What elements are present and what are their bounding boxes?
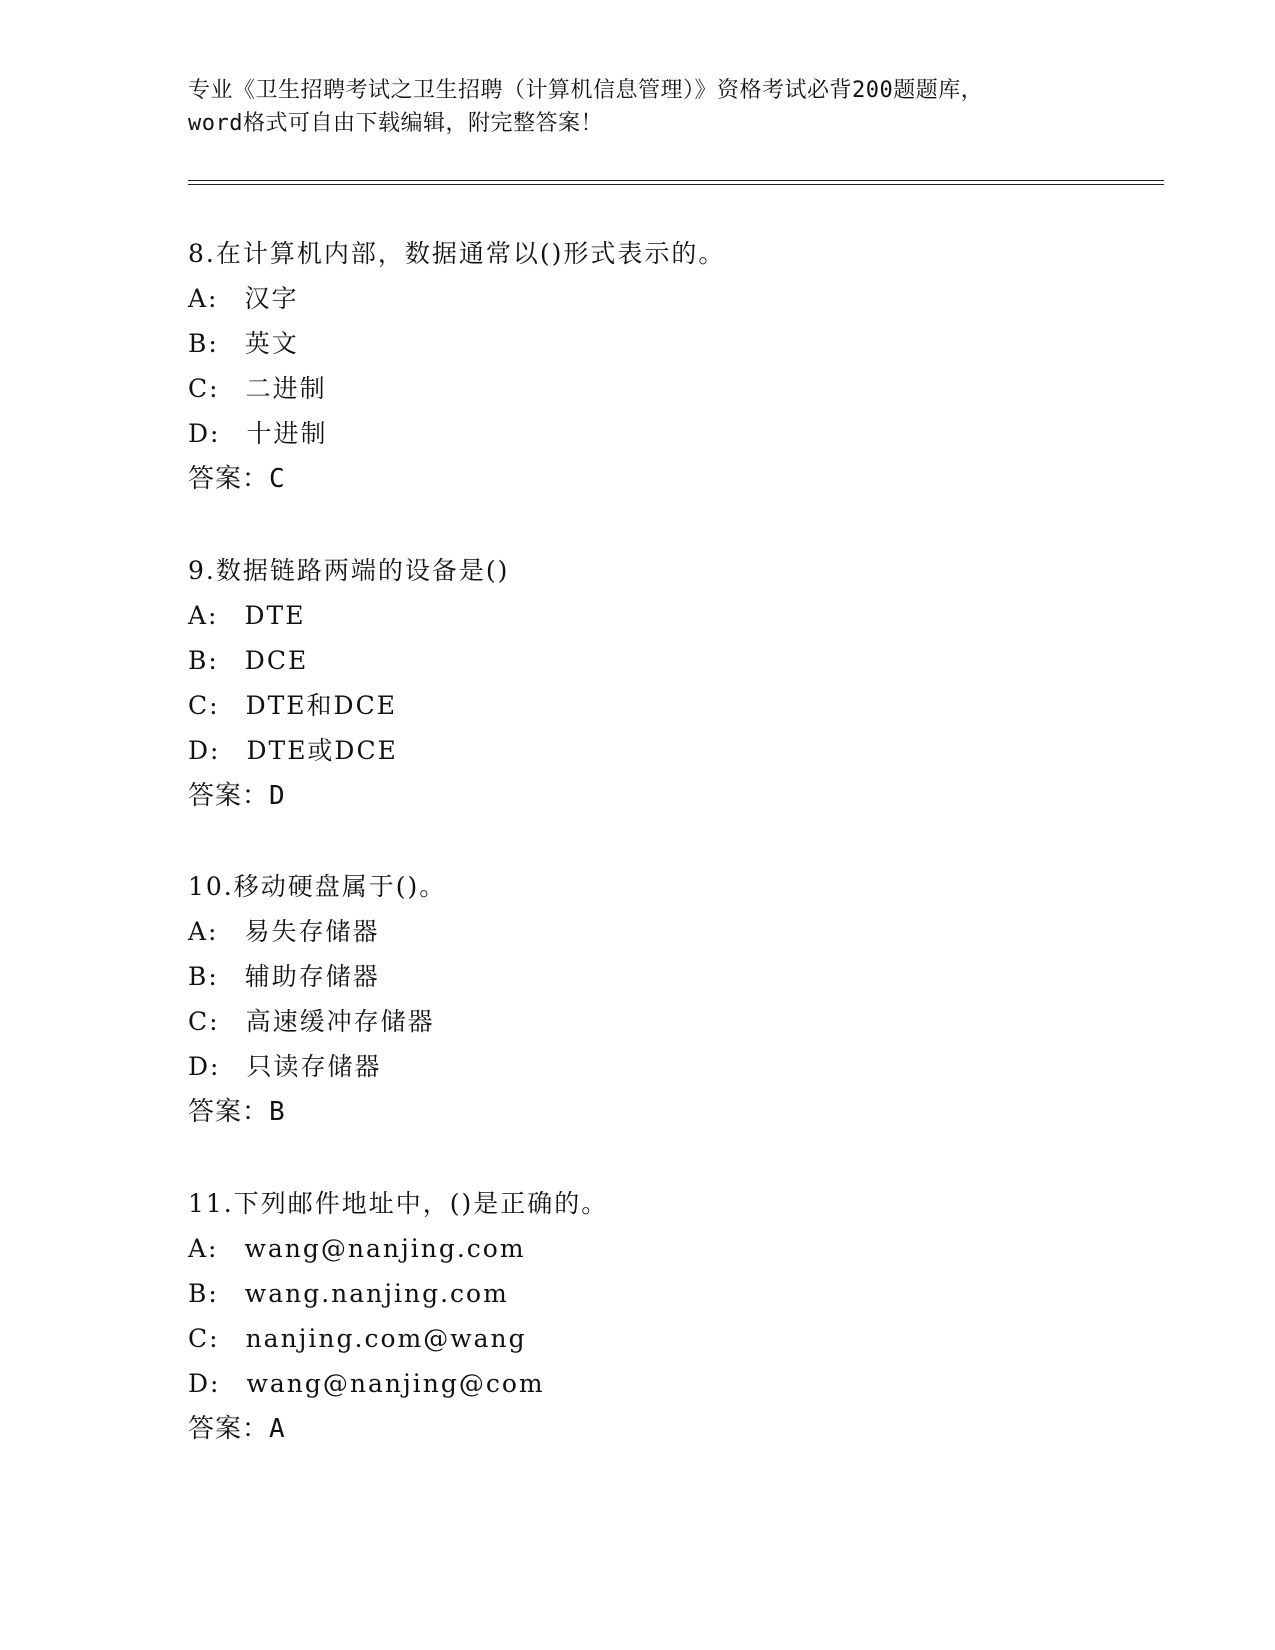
option-text: wang.nanjing.com <box>244 1279 509 1308</box>
question-title: 11.下列邮件地址中，()是正确的。 <box>188 1189 609 1218</box>
option-a <box>188 599 305 633</box>
option-a <box>188 915 380 949</box>
option-d <box>188 1050 381 1084</box>
option-a <box>188 282 299 316</box>
option-text: 只读存储器 <box>246 1052 382 1081</box>
option-text: 英文 <box>244 329 299 358</box>
option-text: 汉字 <box>244 284 299 313</box>
option-c <box>188 1322 527 1356</box>
option-text: nanjing.com@wang <box>245 1324 527 1353</box>
option-letter: C: <box>188 1007 220 1036</box>
option-d <box>188 1367 545 1401</box>
option-letter: A: <box>188 284 219 313</box>
option-text: wang@nanjing.com <box>244 1234 526 1263</box>
option-text: DTE <box>244 601 306 630</box>
option-text: DTE或DCE <box>246 736 398 765</box>
option-b <box>188 327 299 361</box>
option-text: 易失存储器 <box>244 917 380 946</box>
header-line-2: word格式可自由下载编辑，附完整答案！ <box>188 111 603 136</box>
option-text: DCE <box>244 646 309 675</box>
answer-line: 答案：C <box>188 464 286 494</box>
option-letter: B: <box>188 329 219 358</box>
option-d <box>188 734 398 768</box>
header-line-1: 专业《卫生招聘考试之卫生招聘（计算机信息管理）》资格考试必背200题题库， <box>188 78 984 103</box>
option-letter: B: <box>188 1279 219 1308</box>
option-c <box>188 689 397 723</box>
option-text: wang@nanjing@com <box>246 1369 545 1398</box>
option-text: 十进制 <box>246 419 328 448</box>
option-b <box>188 960 380 994</box>
option-letter: D: <box>188 1052 221 1081</box>
option-letter: D: <box>188 419 221 448</box>
option-letter: B: <box>188 646 219 675</box>
option-letter: A: <box>188 601 219 630</box>
question-title: 10.移动硬盘属于()。 <box>188 872 447 901</box>
question-title: 9.数据链路两端的设备是() <box>188 556 510 585</box>
option-text: 高速缓冲存储器 <box>245 1007 435 1036</box>
option-letter: A: <box>188 917 219 946</box>
question-title: 8.在计算机内部，数据通常以()形式表示的。 <box>188 239 726 268</box>
option-letter: C: <box>188 374 220 403</box>
option-d <box>188 417 327 451</box>
answer-line: 答案：A <box>188 1414 286 1444</box>
option-a <box>188 1232 526 1266</box>
option-letter: D: <box>188 736 221 765</box>
option-text: 辅助存储器 <box>244 962 380 991</box>
option-letter: B: <box>188 962 219 991</box>
option-b <box>188 1277 509 1311</box>
option-letter: A: <box>188 1234 219 1263</box>
option-text: 二进制 <box>245 374 327 403</box>
option-letter: C: <box>188 1324 220 1353</box>
option-letter: D: <box>188 1369 221 1398</box>
option-letter: C: <box>188 691 220 720</box>
option-c <box>188 1005 435 1039</box>
answer-line: 答案：D <box>188 781 286 811</box>
option-text: DTE和DCE <box>245 691 397 720</box>
option-c <box>188 372 327 406</box>
option-b <box>188 644 308 678</box>
answer-line: 答案：B <box>188 1097 286 1127</box>
header-divider-top <box>188 180 1164 181</box>
document-header <box>188 74 1108 140</box>
header-divider-bottom <box>188 184 1164 185</box>
